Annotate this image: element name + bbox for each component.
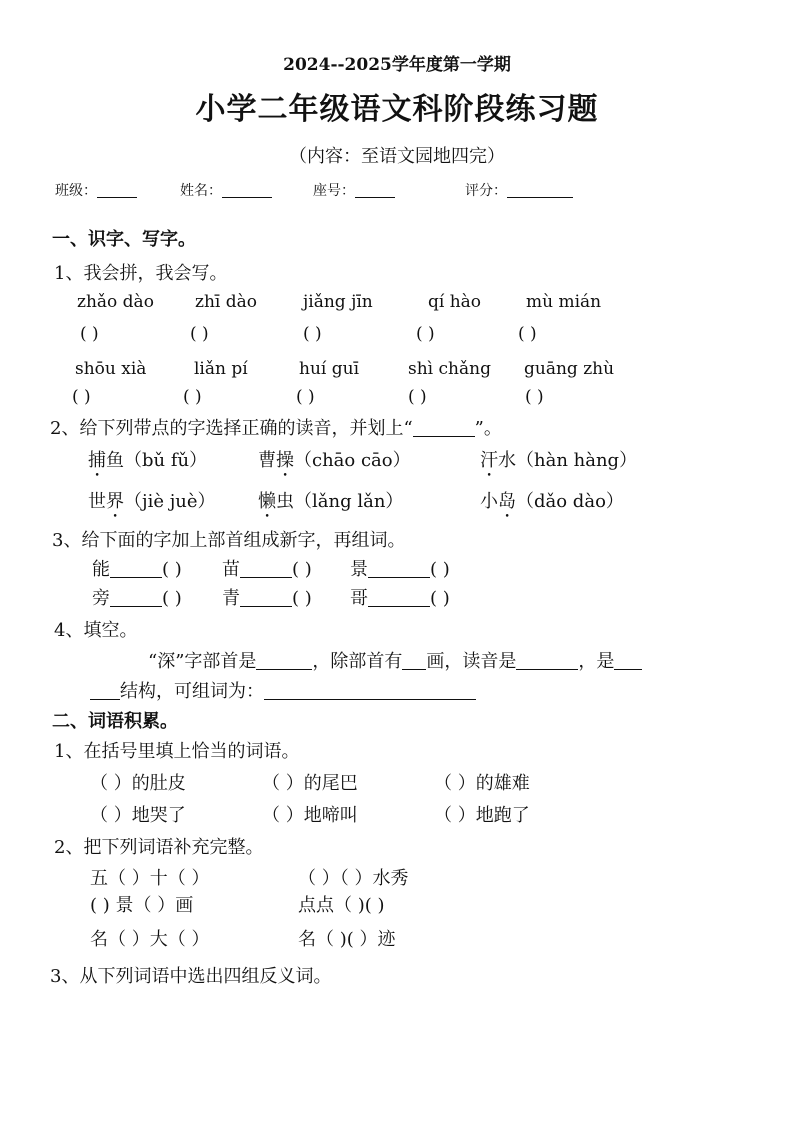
radical-item [222, 584, 312, 610]
s2q1-prompt: 1、在括号里填上恰当的词语。 [54, 741, 300, 762]
fill-text: ，除部首有 [312, 651, 403, 672]
fill-blank[interactable] [90, 681, 120, 700]
fill-blank[interactable] [264, 681, 476, 700]
s1q2-prompt-before: 2、给下列带点的字选择正确的读音，并划上“ [50, 418, 413, 439]
pinyin-item: zhī dào [195, 292, 257, 312]
class-label: 班级： [55, 183, 97, 199]
answer-paren[interactable]: ( ) [80, 324, 99, 344]
section1-heading: 一、识字、写字。 [52, 229, 196, 250]
idiom-item[interactable]: （ ）（ ）水秀 [298, 868, 409, 889]
radical-char: 哥 [350, 588, 368, 609]
pinyin-item: jiǎng jīn [303, 292, 373, 312]
idiom-item[interactable]: ( ) 景（ ）画 [90, 895, 194, 916]
word-paren[interactable]: ( ) [430, 588, 450, 609]
dotted-char: 界 [106, 491, 124, 512]
fill-text: “深”字部首是 [148, 651, 257, 672]
answer-paren[interactable]: ( ) [190, 324, 209, 344]
underline-sample [413, 418, 475, 437]
pinyin-item: shōu xià [75, 359, 147, 379]
name-blank[interactable] [222, 183, 272, 198]
answer-paren[interactable]: ( ) [303, 324, 322, 344]
phrase-item[interactable]: （ ）的肚皮 [90, 773, 186, 794]
radical-char: 青 [222, 588, 240, 609]
name-label: 姓名： [180, 183, 222, 199]
radical-char: 景 [350, 559, 368, 580]
s1q3-prompt: 3、给下面的字加上部首组成新字，再组词。 [52, 530, 406, 551]
word-paren[interactable]: ( ) [292, 559, 312, 580]
phrase-item[interactable]: （ ）的尾巴 [262, 773, 358, 794]
radical-char: 能 [92, 559, 110, 580]
radical-blank[interactable] [368, 588, 430, 607]
seat-blank[interactable] [355, 183, 395, 198]
class-blank[interactable] [97, 183, 137, 198]
reading-options[interactable]: 虫（lǎng lǎn） [276, 491, 404, 512]
fill-line-2 [90, 677, 476, 703]
pinyin-item: mù mián [526, 292, 602, 312]
name-field [180, 180, 272, 200]
reading-item [258, 487, 403, 522]
radical-blank[interactable] [368, 559, 430, 578]
plain-char: 世 [88, 491, 106, 512]
fill-blank[interactable] [614, 651, 642, 670]
word-paren[interactable]: ( ) [292, 588, 312, 609]
dotted-char: 岛 [498, 491, 516, 512]
radical-char: 旁 [92, 588, 110, 609]
reading-options[interactable]: 水（hàn hàng） [498, 450, 638, 471]
phrase-item[interactable]: （ ）地啼叫 [262, 805, 358, 826]
answer-paren[interactable]: ( ) [525, 387, 544, 407]
radical-item [350, 584, 450, 610]
s2q3-prompt: 3、从下列词语中选出四组反义词。 [50, 966, 332, 987]
plain-char: 小 [480, 491, 498, 512]
radical-blank[interactable] [240, 588, 292, 607]
pinyin-item: qí hào [428, 292, 482, 312]
answer-paren[interactable]: ( ) [296, 387, 315, 407]
pinyin-item: huí guī [299, 359, 360, 379]
score-blank[interactable] [507, 183, 573, 198]
pinyin-item: liǎn pí [194, 359, 248, 379]
idiom-item[interactable]: 名（ ）大（ ） [90, 929, 210, 950]
idiom-item[interactable]: 名（ )( ）迹 [298, 929, 396, 950]
fill-line-1 [148, 647, 642, 673]
seat-label: 座号： [313, 183, 355, 199]
phrase-item[interactable]: （ ）地跑了 [434, 805, 530, 826]
s1q2-prompt-after: ”。 [474, 418, 502, 439]
fill-text: 结构，可组词为： [120, 681, 264, 702]
answer-paren[interactable]: ( ) [416, 324, 435, 344]
pinyin-item: guāng zhù [524, 359, 615, 379]
s1q4-prompt: 4、填空。 [54, 620, 138, 641]
s1q2-prompt [50, 414, 502, 440]
seat-field [313, 180, 395, 200]
radical-blank[interactable] [240, 559, 292, 578]
reading-item [480, 487, 624, 522]
fill-blank[interactable] [256, 651, 312, 670]
radical-item [350, 555, 450, 581]
answer-paren[interactable]: ( ) [518, 324, 537, 344]
semester-label: 2024--2025学年度第一学期 [283, 55, 511, 75]
reading-item [88, 446, 207, 481]
s1q1-prompt: 1、我会拼，我会写。 [54, 263, 228, 284]
radical-item [92, 555, 182, 581]
idiom-item[interactable]: 五（ ）十（ ） [90, 868, 210, 889]
dotted-char: 汗 [480, 450, 498, 471]
class-field [55, 180, 137, 200]
reading-item [480, 446, 637, 481]
phrase-item[interactable]: （ ）的雄难 [434, 773, 530, 794]
score-field [465, 180, 573, 200]
radical-blank[interactable] [110, 588, 162, 607]
answer-paren[interactable]: ( ) [408, 387, 427, 407]
reading-item [88, 487, 216, 522]
radical-char: 苗 [222, 559, 240, 580]
pinyin-item: shì chǎng [408, 359, 491, 379]
score-label: 评分： [465, 183, 507, 199]
dotted-char: 捕 [88, 450, 106, 471]
reading-item [258, 446, 411, 481]
answer-paren[interactable]: ( ) [183, 387, 202, 407]
pinyin-item: zhǎo dào [77, 292, 154, 312]
page-subtitle: （内容：至语文园地四完） [289, 146, 505, 167]
idiom-item[interactable]: 点点（ )( ) [298, 895, 385, 916]
radical-blank[interactable] [110, 559, 162, 578]
dotted-char: 懒 [258, 491, 276, 512]
reading-options[interactable]: 鱼（bǔ fǔ） [106, 450, 208, 471]
fill-text: ，是 [578, 651, 615, 672]
reading-options[interactable]: （jiè juè） [124, 491, 216, 512]
fill-text: 画，读音是 [426, 651, 517, 672]
reading-options[interactable]: （chāo cāo） [294, 450, 411, 471]
page-title: 小学二年级语文科阶段练习题 [195, 92, 599, 127]
word-paren[interactable]: ( ) [162, 588, 182, 609]
section2-heading: 二、词语积累。 [52, 711, 178, 732]
phrase-item[interactable]: （ ）地哭了 [90, 805, 186, 826]
answer-paren[interactable]: ( ) [72, 387, 91, 407]
radical-item [92, 584, 182, 610]
word-paren[interactable]: ( ) [162, 559, 182, 580]
s2q2-prompt: 2、把下列词语补充完整。 [54, 837, 264, 858]
radical-item [222, 555, 312, 581]
word-paren[interactable]: ( ) [430, 559, 450, 580]
fill-blank[interactable] [402, 651, 426, 670]
fill-blank[interactable] [516, 651, 578, 670]
reading-options[interactable]: （dǎo dào） [516, 491, 624, 512]
dotted-char: 操 [276, 450, 294, 471]
plain-char: 曹 [258, 450, 276, 471]
